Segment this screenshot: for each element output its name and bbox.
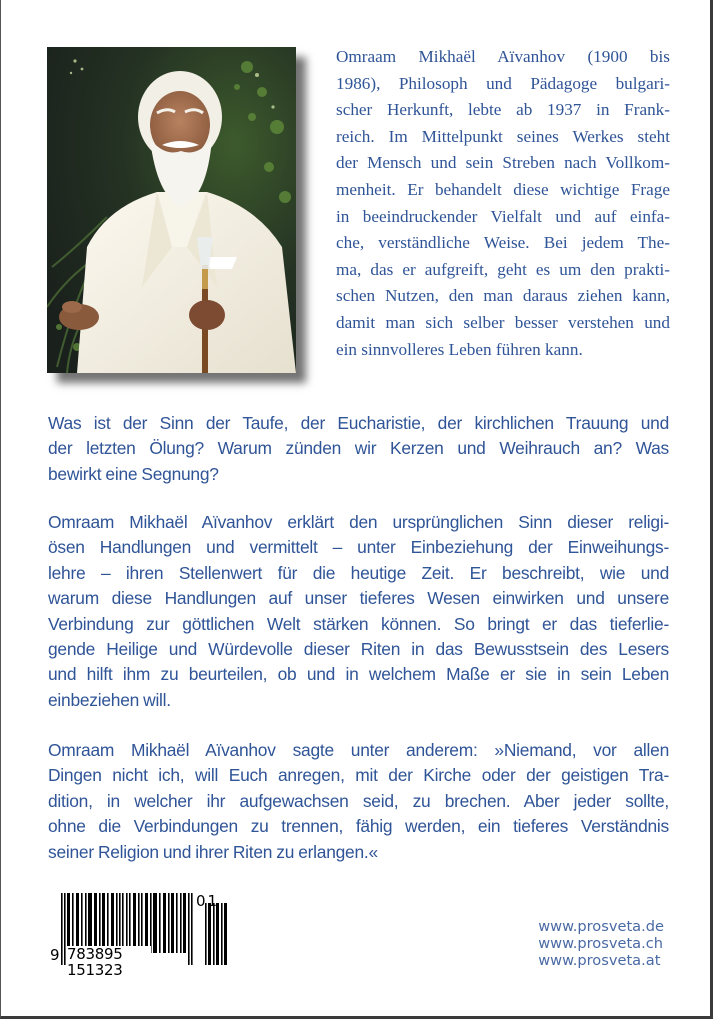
barcode-first-digit: 9: [50, 946, 60, 964]
website-link-at[interactable]: www.prosveta.at: [538, 952, 661, 969]
paragraph-line: der letzten Ölung? Warum zünden wir Kerzen und Weihrauch an? Was: [48, 438, 669, 459]
paragraph-line: warum diese Handlungen auf unser tieferes Wesen einwirken und unsere: [48, 588, 669, 609]
bio-line: Omraam Mikhaël Aïvanhov (1900 bis: [336, 47, 670, 66]
quote-paragraph: [48, 738, 669, 865]
bio-line: schen Nutzen, den man daraus ziehen kann,: [336, 286, 670, 306]
paragraph-line: dition, in welcher ihr aufgewachsen seid, zu brechen. Aber jeder sollte,: [48, 790, 669, 811]
paragraph-line: seiner Religion und ihrer Riten zu erlangen.«: [48, 841, 378, 862]
author-biography: [336, 44, 670, 363]
paragraph-line: ohne die Verbindungen zu trennen, fähig werden, ein tieferes Verständnis: [48, 816, 669, 837]
bio-line: scher Herkunft, lebte ab 1937 in Frank-: [336, 100, 670, 120]
paragraph-line: Omraam Mikhaël Aïvanhov erklärt den ursprünglichen Sinn dieser religi-: [48, 512, 669, 532]
paragraph-line: Dingen nicht ich, will Euch anregen, mit der Kirche oder der geistigen Tra-: [48, 765, 669, 786]
website-link-de[interactable]: www.prosveta.de: [538, 918, 664, 935]
paragraph-line: Was ist der Sinn der Taufe, der Eucharistie, der kirchlichen Trauung und: [48, 413, 669, 433]
paragraph-line: und hilft ihm zu beurteilen, ob und in welchem Maße er sie in sein Leben: [48, 664, 669, 685]
barcode-digits: 783895 151323: [67, 946, 151, 978]
author-portrait-photo: [47, 47, 296, 373]
paragraph-line: gende Heilige und Würdevolle dieser Riten in das Bewusstsein des Lesers: [48, 639, 669, 660]
bio-line: reich. Im Mittelpunkt seines Werkes steht: [336, 126, 670, 146]
paragraph-line: einbeziehen will.: [48, 689, 171, 710]
bio-line: ma, das er aufgreift, geht es um den prakti-: [336, 259, 670, 279]
paragraph-line: lehre – ihren Stellenwert für die heutige Zeit. Er beschreibt, wie und: [48, 562, 669, 583]
bio-line: in beeindruckender Vielfalt und auf einfa-: [336, 206, 670, 226]
barcode-addon-digits: 01: [196, 892, 220, 910]
intro-questions-paragraph: [48, 411, 669, 487]
paragraph-line: Verbindung zur göttlichen Welt stärken können. So bringt er das tieferlie-: [48, 613, 669, 634]
bio-line: che, verständliche Weise. Bei jedem The-: [336, 233, 670, 253]
website-link-ch[interactable]: www.prosveta.ch: [538, 935, 664, 952]
paragraph-line: ösen Handlungen und vermittelt – unter Einbeziehung der Einweihungs-: [48, 537, 669, 558]
paragraph-line: bewirkt eine Segnung?: [48, 463, 219, 484]
bio-line: ein sinnvolleres Leben führen kann.: [336, 339, 583, 359]
bio-line: der Mensch und sein Streben nach Vollkom-: [336, 153, 670, 173]
bio-line: 1986), Philosoph und Pädagoge bulgari-: [336, 73, 670, 93]
description-paragraph: [48, 510, 669, 713]
bio-line: damit man sich selber besser verstehen und: [336, 312, 670, 332]
paragraph-line: Omraam Mikhaël Aïvanhov sagte unter anderem: »Niemand, vor allen: [48, 740, 669, 760]
portrait-illustration: [47, 47, 296, 373]
bio-line: menheit. Er behandelt diese wichtige Frage: [336, 179, 670, 199]
publisher-websites: [538, 918, 664, 969]
